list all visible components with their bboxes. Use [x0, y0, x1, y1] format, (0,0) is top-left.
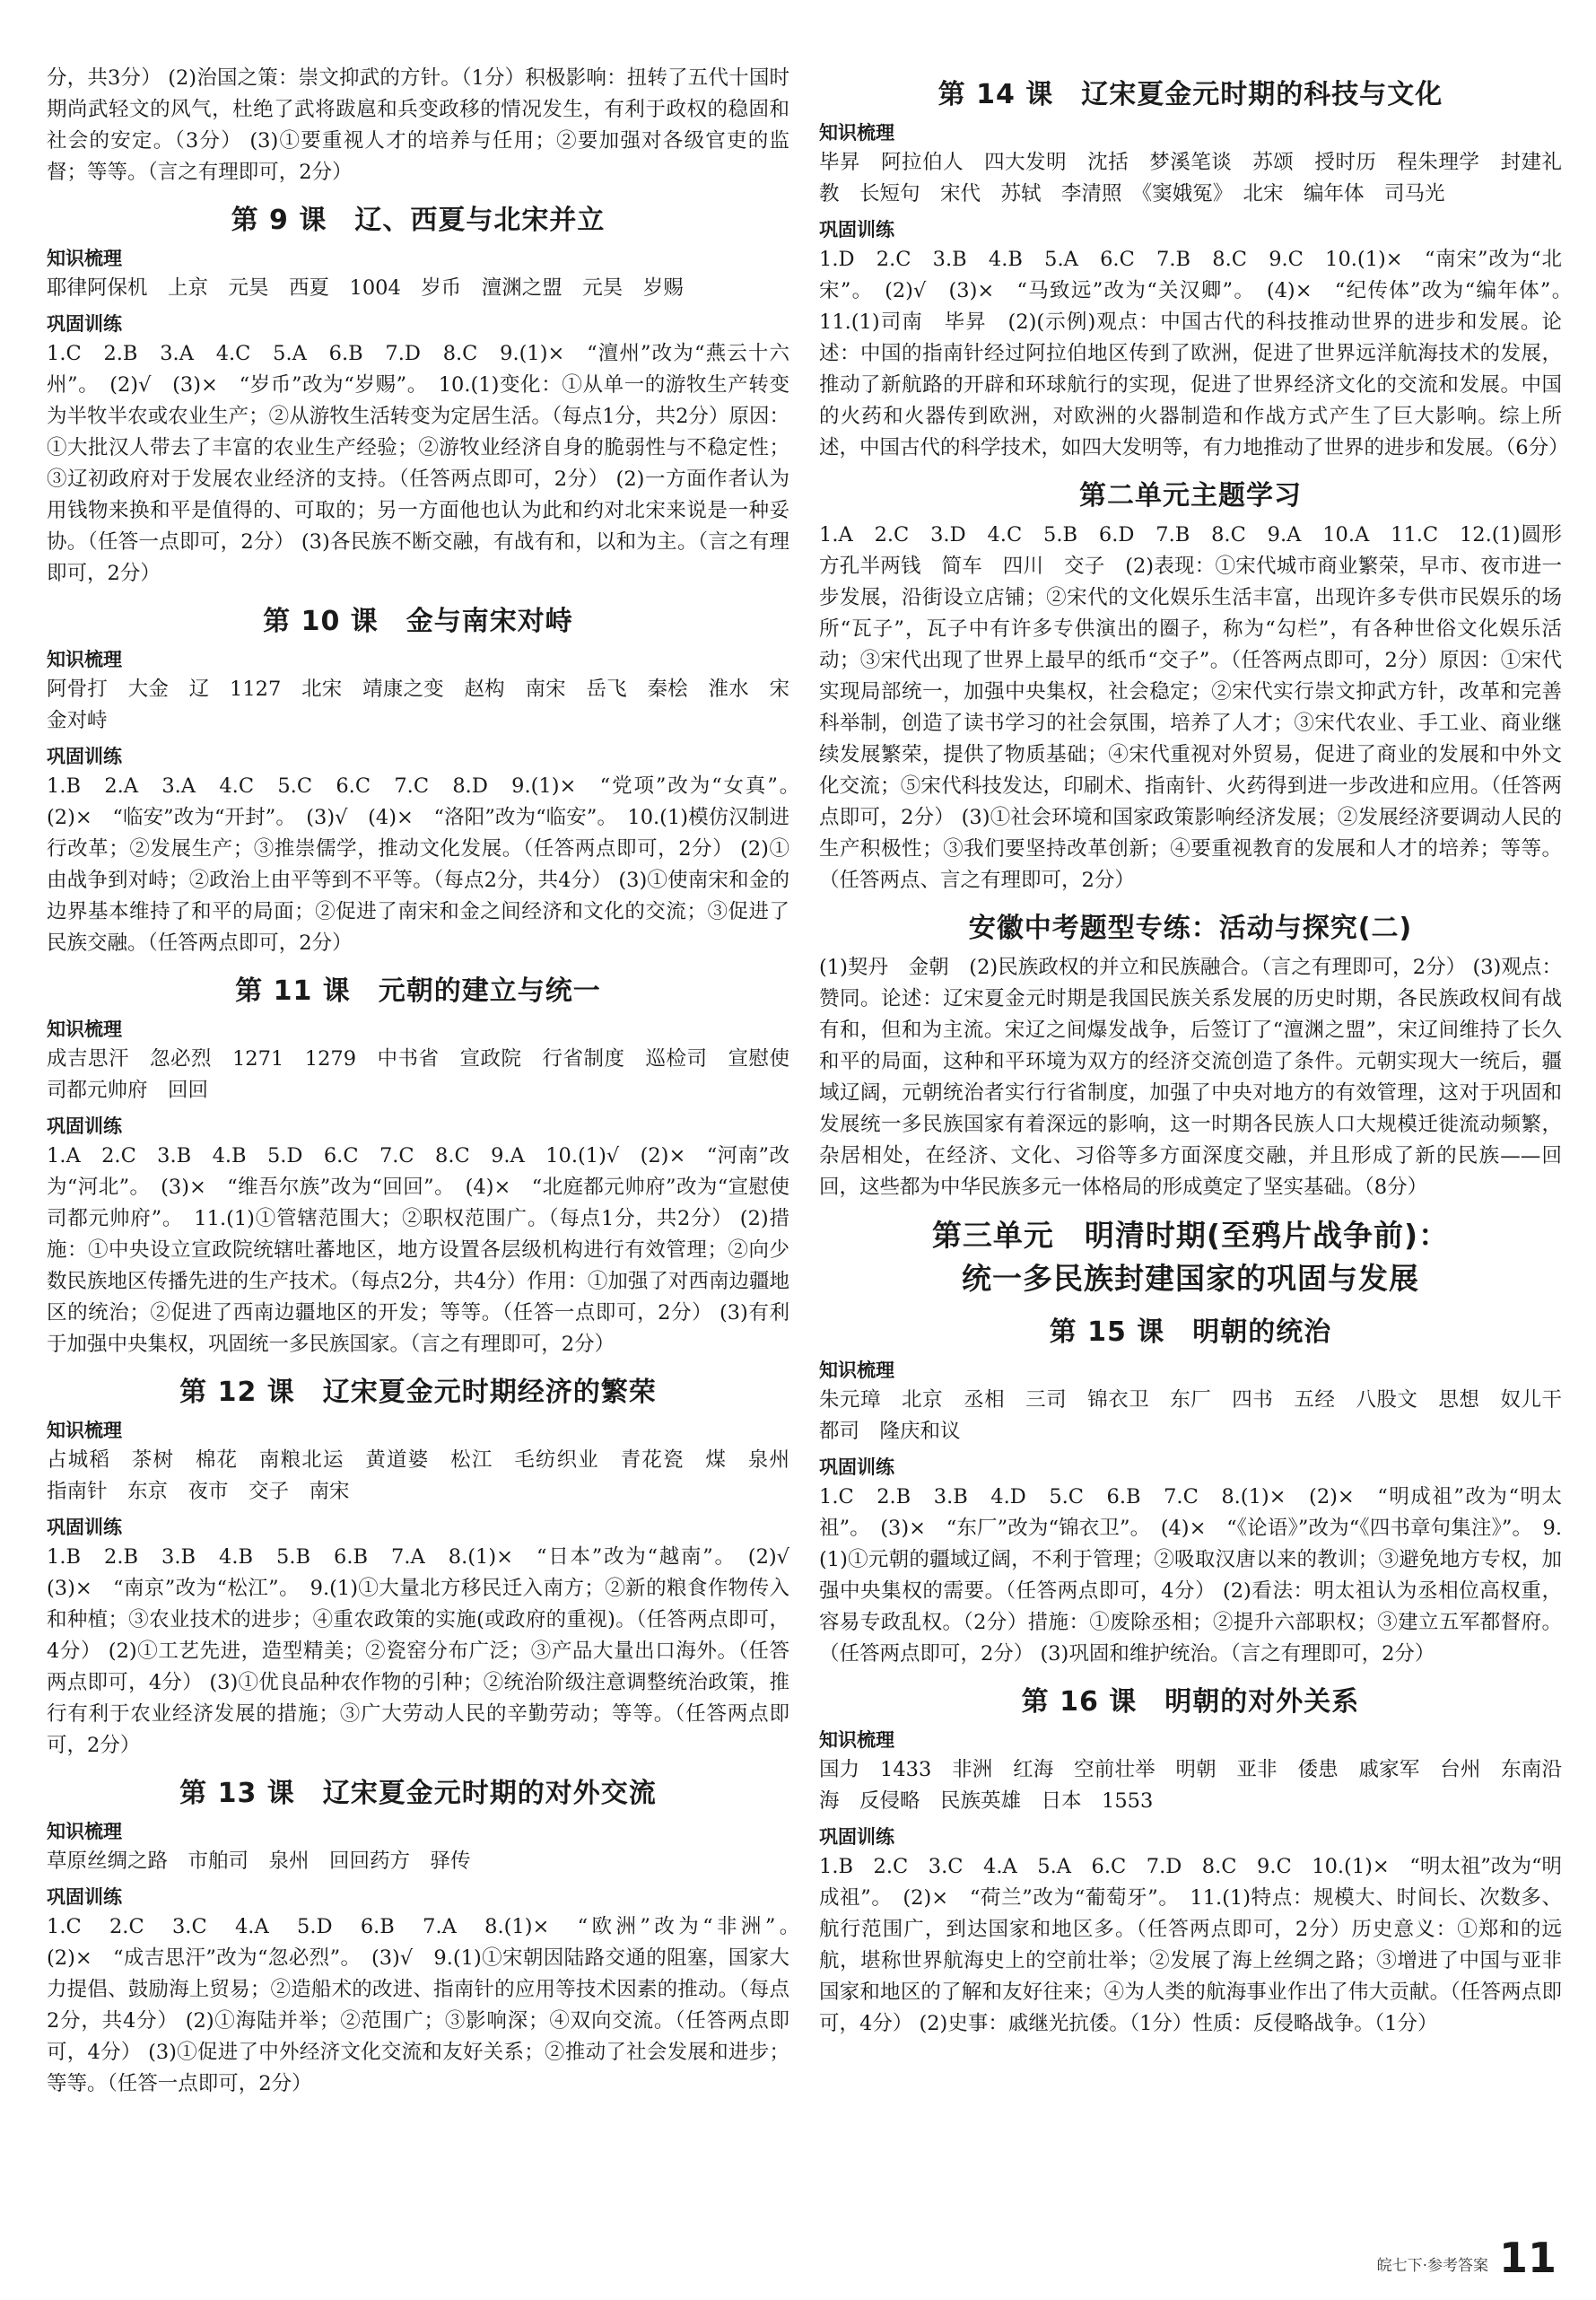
lesson-9-exercise-label: 巩固训练 — [47, 313, 122, 335]
left-column — [47, 63, 810, 2100]
lesson-12-exercise-label: 巩固训练 — [47, 1517, 122, 1538]
lesson-11-exercise-label: 巩固训练 — [47, 1115, 122, 1137]
unit-2-theme-title: 第二单元主题学习 — [1079, 480, 1302, 512]
lesson-15-exercise-label: 巩固训练 — [819, 1456, 894, 1478]
lesson-15-knowledge: 朱元璋 北京 丞相 三司 锦衣卫 东厂 四书 五经 八股文 思想 奴儿干都司 隆庆和议 — [819, 1388, 1562, 1443]
lesson-9-title: 第 9 课 辽、西夏与北宋并立 — [231, 205, 606, 236]
intro-paragraph: 分，共3分） (2)治国之策：崇文抑武的方针。（1分）积极影响：扭转了五代十国时期尚武轻文的风气，杜绝了武将跋扈和兵变政移的情况发生，有利于政权的稳固和社会的安定。（3分） (3)①要重视人才的培养与任用；②要加强对各级官吏的监督；等等。（言之有理即可，2分） — [47, 66, 789, 184]
lesson-16-knowledge: 国力 1433 非洲 红海 空前壮举 明朝 亚非 倭患 戚家军 台州 东南沿海 反侵略 民族英雄 日本 1553 — [819, 1758, 1562, 1813]
lesson-13-knowledge: 草原丝绸之路 市舶司 泉州 回回药方 驿传 — [47, 1850, 471, 1873]
lesson-10-knowledge: 阿骨打 大金 辽 1127 北宋 靖康之变 赵构 南宋 岳飞 秦桧 淮水 宋金对峙 — [47, 678, 789, 732]
unit-2-theme-exercise: 1.A 2.C 3.D 4.C 5.B 6.D 7.B 8.C 9.A 10.A 11.C 12.(1)圆形方孔半两钱 简车 四川 交子 (2)表现：①宋代城市商业繁荣，早市、夜市进一步发展，沿街设立店铺；②宋代的文化娱乐生活丰富，出现许多专供市民娱乐的场所“瓦子”，瓦子中有许多专供演出的圈子，称为“勾栏”，有各种世俗文化娱乐活动；③宋代出现了世界上最早的纸币“交子”。（任答两点即可，2分）原因：①宋代实现局部统一，加强中央集权，社会稳定；②宋代实行崇文抑武方针，改革和完善科举制，创造了读书学习的社会氛围，培养了人才；③宋代农业、手工业、商业继续发展繁荣，提供了物质基础；④宋代重视对外贸易，促进了商业的发展和中外文化交流；⑤宋代科技发达，印刷术、指南针、火药得到进一步改进和应用。（任答两点即可，2分） (3)①社会环境和国家政策影响经济发展；②发展经济要调动人民的生产积极性；③我们要坚持改革创新；④要重视教育的发展和人才的培养；等等。（任答两点、言之有理即可，2分） — [819, 523, 1562, 892]
lesson-13-title: 第 13 课 辽宋夏金元时期的对外交流 — [179, 1778, 657, 1809]
page-footer — [1377, 2234, 1557, 2282]
lesson-13-exercise: 1.C 2.C 3.C 4.A 5.D 6.B 7.A 8.(1)× “欧洲”改为“非洲”。 (2)× “成吉思汗”改为“忽必烈”。 (3)√ 9.(1)①宋朝因陆路交通的阻塞，国家大力提倡、鼓励海上贸易；②造船术的改进、指南针的应用等技术因素的推动。（每点2分，共4分） (2)①海陆并举；②范围广；③影响深；④双向交流。（任答两点即可，4分） (3)①促进了中外经济文化交流和友好关系；②推动了社会发展和进步；等等。（任答一点即可，2分） — [47, 1915, 810, 2095]
lesson-10-exercise-label: 巩固训练 — [47, 746, 122, 767]
lesson-15-knowledge-label: 知识梳理 — [819, 1360, 894, 1381]
lesson-12-exercise: 1.B 2.B 3.B 4.B 5.B 6.B 7.A 8.(1)× “日本”改为“越南”。 (2)√ (3)× “南京”改为“松江”。 9.(1)①大量北方移民迁入南方；②新的粮食作物传入和种植；③农业技术的进步；④重农政策的实施(或政府的重视)。（任答两点即可，4分） (2)①工艺先进，造型精美；②瓷窑分布广泛；③产品大量出口海外。（任答两点即可，4分） (3)①优良品种农作物的引种；②统治阶级注意调整统治政策，推行有利于农业经济发展的措施；③广大劳动人民的辛勤劳动；等等。（任答两点即可，2分） — [47, 1545, 810, 1757]
lesson-12-knowledge: 占城稻 茶树 棉花 南粮北运 黄道婆 松江 毛纺织业 青花瓷 煤 泉州 指南针 东京 夜市 交子 南宋 — [47, 1448, 810, 1503]
lesson-9-knowledge: 耶律阿保机 上京 元昊 西夏 1004 岁币 澶渊之盟 元昊 岁赐 — [47, 276, 684, 300]
lesson-16-title: 第 16 课 明朝的对外关系 — [1021, 1686, 1360, 1718]
anhui-practice-title: 安徽中考题型专练：活动与探究(二) — [968, 913, 1413, 944]
lesson-9-exercise: 1.C 2.B 3.A 4.C 5.A 6.B 7.D 8.C 9.(1)× “澶州”改为“燕云十六州”。 (2)√ (3)× “岁币”改为“岁赐”。 10.(1)变化：①从单一的游牧生产转变为半牧半农或农业生产；②从游牧生活转变为定居生活。（每点1分，共2分）原因：①大批汉人带去了丰富的农业生产经验；②游牧业经济自身的脆弱性与不稳定性；③辽初政府对于发展农业经济的支持。（任答两点即可，2分） (2)一方面作者认为用钱物来换和平是值得的、可取的；另一方面他也认为此和约对北宋来说是一种妥协。（任答一点即可，2分） (3)各民族不断交融，有战有和，以和为主。（言之有理即可，2分） — [47, 342, 789, 585]
lesson-14-title: 第 14 课 辽宋夏金元时期的科技与文化 — [938, 79, 1443, 110]
anhui-practice-answer: (1)契丹 金朝 (2)民族政权的并立和民族融合。（言之有理即可，2分） (3)观点：赞同。论述：辽宋夏金元时期是我国民族关系发展的历史时期，各民族政权间有战有和，但和为主流。宋辽之间爆发战争，后签订了“澶渊之盟”，宋辽间维持了长久和平的局面，这种和平环境为双方的经济交流创造了条件。元朝实现大一统后，疆域辽阔，元朝统治者实行行省制度，加强了中央对地方的有效管理，这对于巩固和发展统一多民族国家有着深远的影响，这一时期各民族人口大规模迁徙流动频繁，杂居相处，在经济、文化、习俗等多方面深度交融，并且形成了新的民族——回回，这些都为中华民族多元一体格局的形成奠定了坚实基础。（8分） — [819, 956, 1562, 1199]
lesson-12-knowledge-label: 知识梳理 — [47, 1420, 122, 1441]
lesson-11-exercise: 1.A 2.C 3.B 4.B 5.D 6.C 7.C 8.C 9.A 10.(1)√ (2)× “河南”改为“河北”。 (3)× “维吾尔族”改为“回回”。 (4)× “北庭都元帅府”改为“宣慰使司都元帅府”。 11.(1)①管辖范围大；②职权范围广。（每点1分，共2分） (2)措施：①中央设立宣政院统辖吐蕃地区，地方设置各层级机构进行有效管理；②向少数民族地区传播先进的生产技术。（每点2分，共4分）作用：①加强了对西南边疆地区的统治；②促进了西南边疆地区的开发；等等。（任答一点即可，2分） (3)有利于加强中央集权，巩固统一多民族国家。（言之有理即可，2分） — [47, 1144, 789, 1356]
unit-3-title-line-2: 统一多民族封建国家的巩固与发展 — [962, 1261, 1419, 1296]
unit-3-title — [819, 1214, 1562, 1300]
lesson-10-knowledge-label: 知识梳理 — [47, 649, 122, 670]
lesson-14-knowledge-label: 知识梳理 — [819, 122, 894, 144]
lesson-10-title: 第 10 课 金与南宋对峙 — [263, 606, 573, 637]
lesson-15-exercise: 1.C 2.B 3.B 4.D 5.C 6.B 7.C 8.(1)× (2)× “明成祖”改为“明太祖”。 (3)× “东厂”改为“锦衣卫”。 (4)× “《论语》”改为“《四书章句集注》”。 9.(1)①元朝的疆域辽阔，不利于管理；②吸取汉唐以来的教训；③避免地方专权，加强中央集权的需要。（任答两点即可，4分） (2)看法：明太祖认为丞相位高权重，容易专政乱权。（2分）措施：①废除丞相；②提升六部职权；③建立五军都督府。（任答两点即可，2分） (3)巩固和维护统治。（言之有理即可，2分） — [819, 1485, 1562, 1666]
lesson-16-exercise-label: 巩固训练 — [819, 1826, 894, 1848]
lesson-14-exercise-label: 巩固训练 — [819, 219, 894, 240]
right-column — [819, 63, 1583, 2040]
lesson-13-knowledge-label: 知识梳理 — [47, 1821, 122, 1842]
lesson-14-exercise: 1.D 2.C 3.B 4.B 5.A 6.C 7.B 8.C 9.C 10.(1)× “南宋”改为“北宋”。 (2)√ (3)× “马致远”改为“关汉卿”。 (4)× “纪传体”改为“编年体”。 11.(1)司南 毕昇 (2)(示例)观点：中国古代的科技推动世界的进步和发展。论述：中国的指南针经过阿拉伯地区传到了欧洲，促进了世界远洋航海技术的发展，推动了新航路的开辟和环球航行的实现，促进了世界经济文化的交流和发展。中国的火药和火器传到欧洲，对欧洲的火器制造和作战方式产生了巨大影响。综上所述，中国古代的科学技术，如四大发明等，有力地推动了世界的进步和发展。（6分） — [819, 248, 1583, 459]
lesson-10-exercise: 1.B 2.A 3.A 4.C 5.C 6.C 7.C 8.D 9.(1)× “党项”改为“女真”。 (2)× “临安”改为“开封”。 (3)√ (4)× “洛阳”改为“临安”。 10.(1)模仿汉制进行改革；②发展生产；③推崇儒学，推动文化发展。（任答两点即可，2分） (2)①由战争到对峙；②政治上由平等到不平等。（每点2分，共4分） (3)①使南宋和金的边界基本维持了和平的局面；②促进了南宋和金之间经济和文化的交流；③促进了民族交融。（任答两点即可，2分） — [47, 774, 810, 955]
lesson-16-knowledge-label: 知识梳理 — [819, 1729, 894, 1751]
footer-book-label: 皖七下·参考答案 — [1376, 2257, 1488, 2275]
lesson-15-title: 第 15 课 明朝的统治 — [1049, 1316, 1332, 1348]
unit-3-title-line-1: 第三单元 明清时期(至鸦片战争前)： — [931, 1218, 1450, 1253]
lesson-13-exercise-label: 巩固训练 — [47, 1886, 122, 1908]
lesson-11-knowledge: 成吉思汗 忽必烈 1271 1279 中书省 宣政院 行省制度 巡检司 宣慰使司都元帅府 回回 — [47, 1047, 789, 1102]
lesson-12-title: 第 12 课 辽宋夏金元时期经济的繁荣 — [179, 1377, 657, 1408]
lesson-11-title: 第 11 课 元朝的建立与统一 — [235, 975, 601, 1007]
page-number: 11 — [1498, 2234, 1557, 2282]
lesson-9-knowledge-label: 知识梳理 — [47, 248, 122, 269]
lesson-14-knowledge: 毕昇 阿拉伯人 四大发明 沈括 梦溪笔谈 苏颂 授时历 程朱理学 封建礼教 长短句 宋代 苏轼 李清照 《窦娥冤》 北宋 编年体 司马光 — [819, 151, 1562, 206]
lesson-16-exercise: 1.B 2.C 3.C 4.A 5.A 6.C 7.D 8.C 9.C 10.(1)× “明太祖”改为“明成祖”。 (2)× “荷兰”改为“葡萄牙”。 11.(1)特点：规模大、时间长、次数多、航行范围广，到达国家和地区多。（任答两点即可，2分）历史意义：①郑和的远航，堪称世界航海史上的空前壮举；②发展了海上丝绸之路；③增进了中国与亚非国家和地区的了解和友好往来；④为人类的航海事业作出了伟大贡献。（任答两点即可，4分） (2)史事：戚继光抗倭。（1分）性质：反侵略战争。（1分） — [819, 1855, 1562, 2035]
lesson-11-knowledge-label: 知识梳理 — [47, 1019, 122, 1040]
